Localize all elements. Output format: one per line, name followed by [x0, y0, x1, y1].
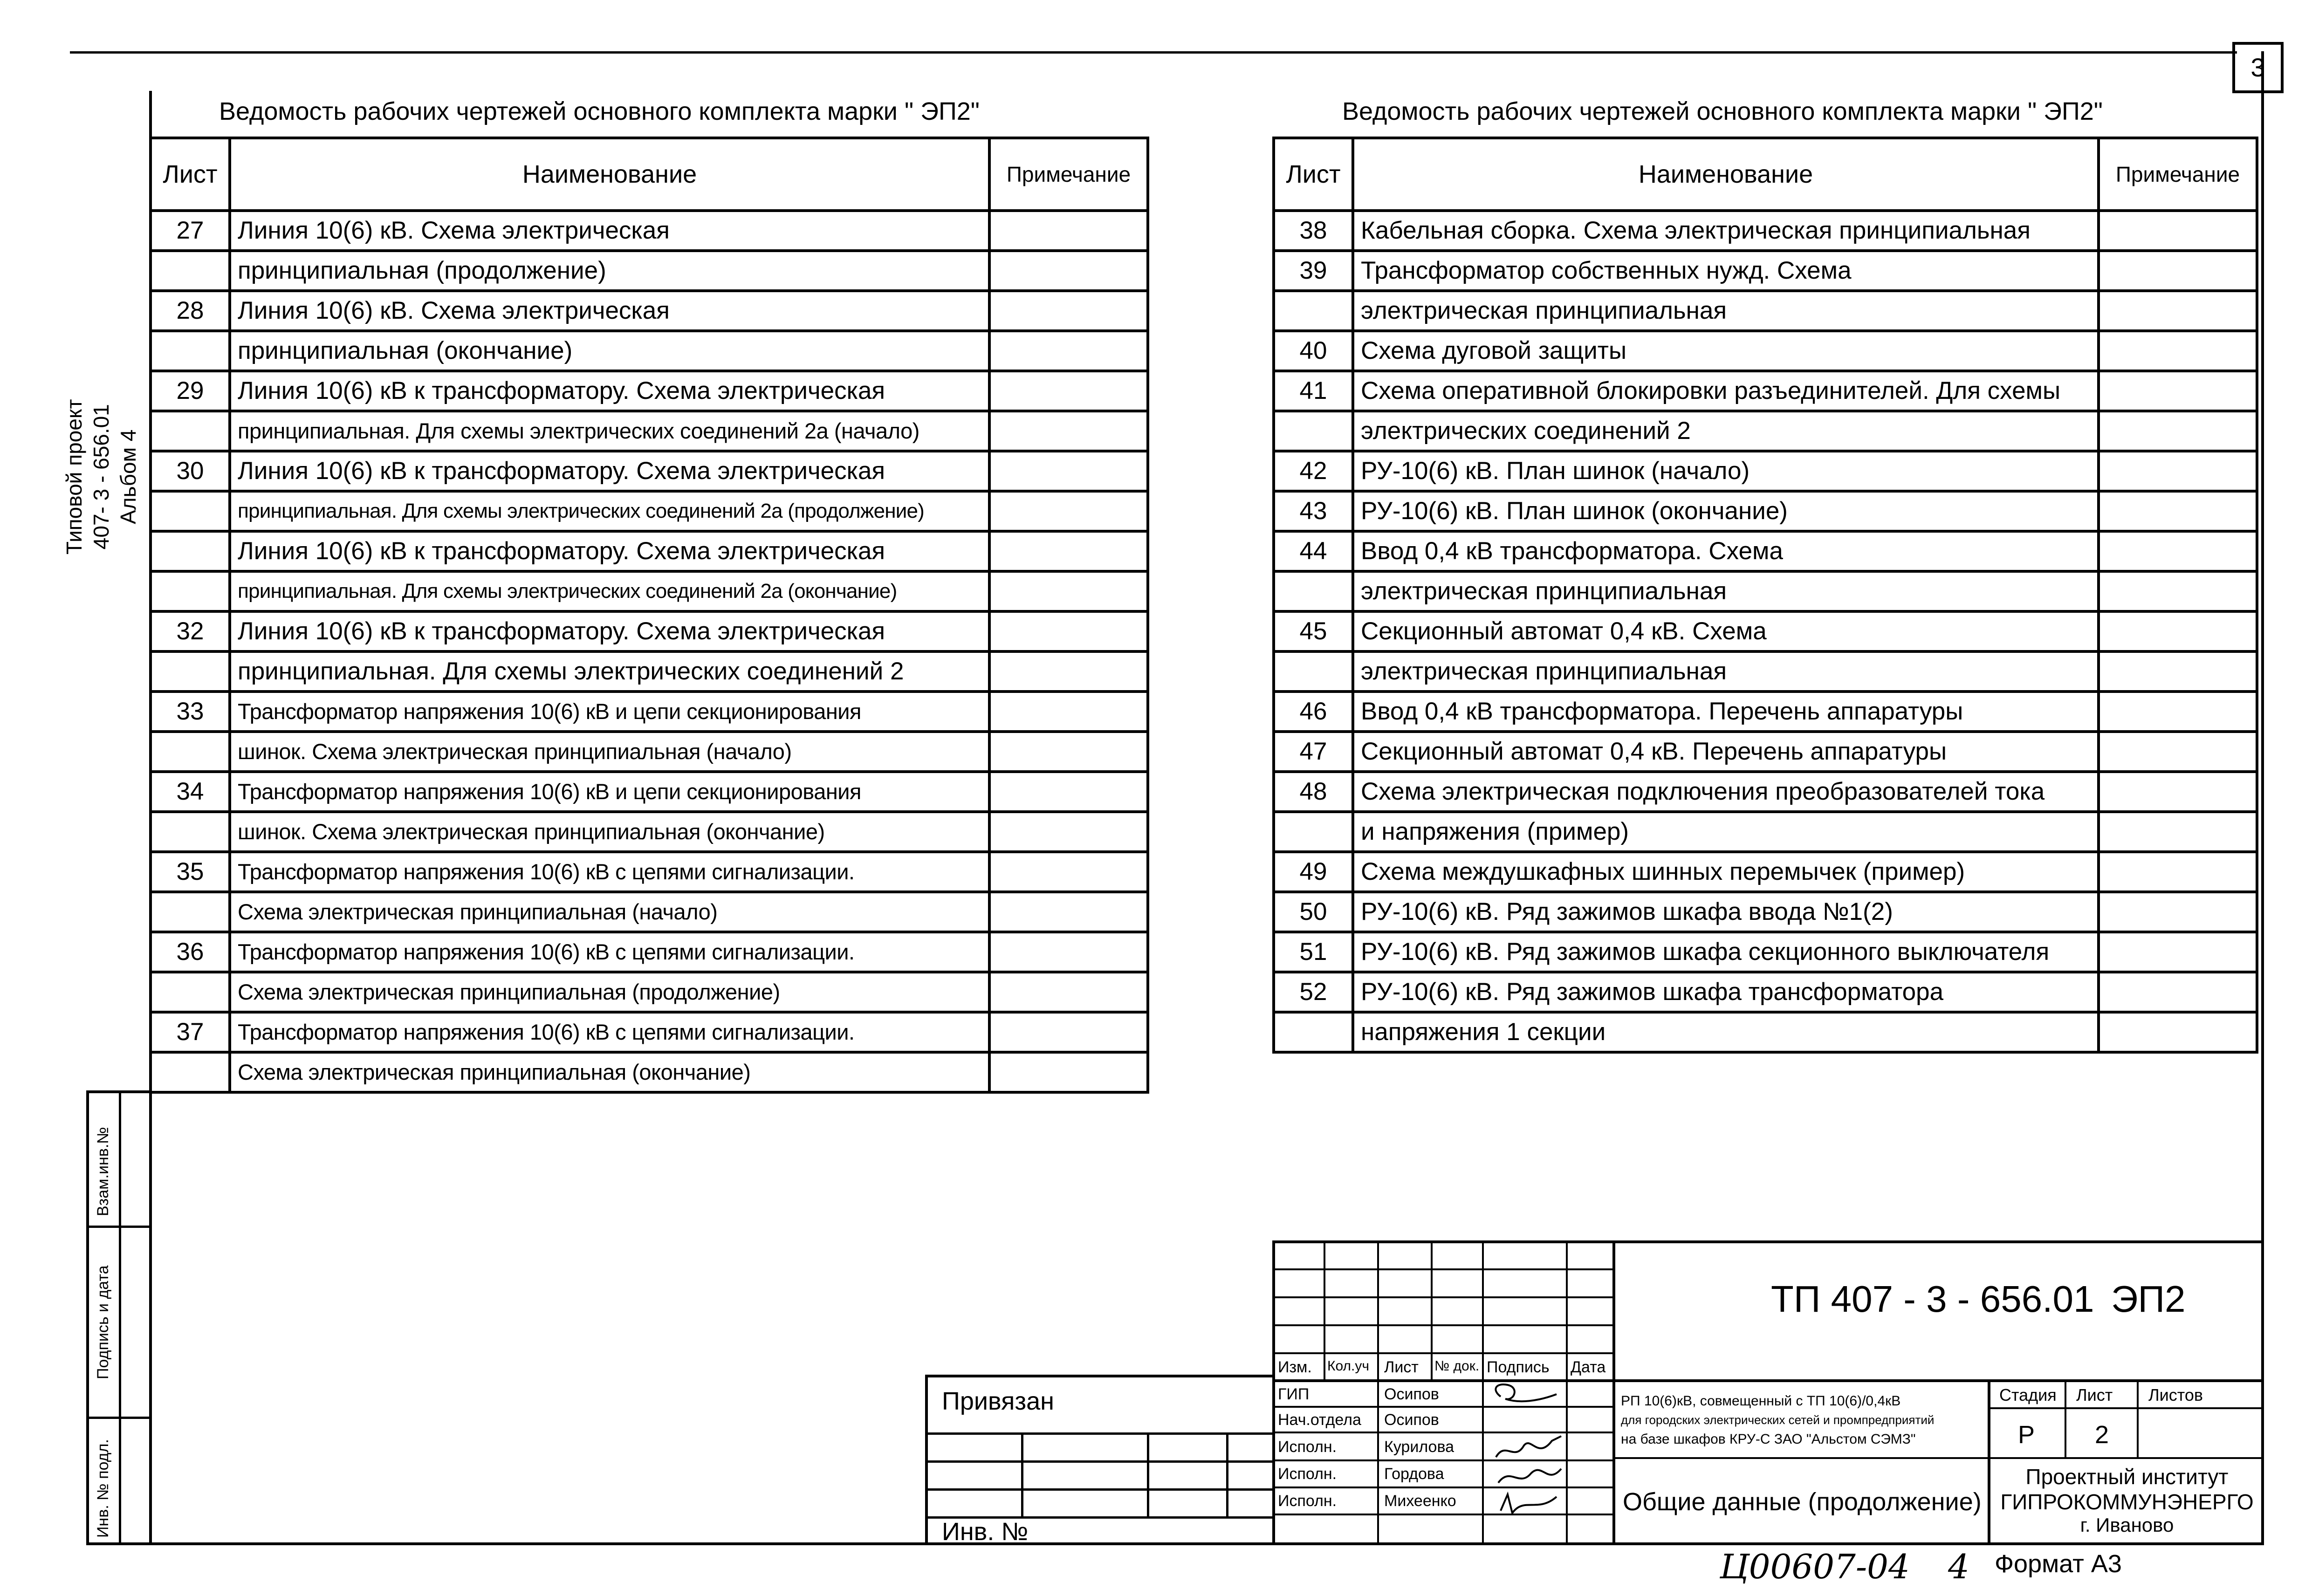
row-name: Трансформатор напряжения 10(6) кВ и цепи секционирования	[230, 692, 989, 732]
row-name: Линия 10(6) кВ к трансформатору. Схема электрическая	[230, 371, 989, 411]
row-name: Ввод 0,4 кВ трансформатора. Схема	[1353, 531, 2099, 571]
col-header-note: Примечание	[989, 138, 1148, 211]
stage-label: Стадия	[1999, 1385, 2057, 1404]
stamp-role-isp1: Исполн.	[1278, 1438, 1337, 1456]
row-name: Схема электрическая принципиальная (продолжение)	[230, 972, 989, 1012]
row-note	[989, 451, 1148, 491]
sheet-value: 2	[2095, 1421, 2109, 1449]
project-desc-2: для городских электрических сетей и промпредприятий	[1621, 1413, 1935, 1427]
row-name: Линия 10(6) кВ к трансформатору. Схема электрическая	[230, 611, 989, 651]
project-desc-3: на базе шкафов КРУ-С ЗАО "Альстом СЭМЗ"	[1621, 1432, 1916, 1447]
side-label-line1: Типовой проект	[62, 399, 86, 555]
sheets-label: Листов	[2148, 1385, 2203, 1404]
row-note	[2099, 571, 2257, 611]
row-name: Трансформатор собственных нужд. Схема	[1353, 251, 2099, 291]
row-note	[989, 972, 1148, 1012]
row-name: принципиальная. Для схемы электрических соединений 2а (окончание)	[230, 571, 989, 611]
row-note	[989, 1052, 1148, 1092]
row-note	[989, 1012, 1148, 1052]
table-row	[1274, 571, 2257, 611]
table-row	[151, 331, 1148, 371]
row-sheet	[1274, 291, 1353, 331]
row-note	[989, 892, 1148, 932]
row-note	[2099, 611, 2257, 651]
table-row	[1274, 251, 2257, 291]
row-name: РУ-10(6) кВ. Ряд зажимов шкафа секционного выключателя	[1353, 932, 2099, 972]
row-name: Линия 10(6) кВ к трансформатору. Схема электрическая	[230, 531, 989, 571]
row-sheet: 28	[151, 291, 230, 331]
table-left	[149, 137, 1149, 1094]
row-note	[2099, 892, 2257, 932]
row-name: Трансформатор напряжения 10(6) кВ с цепями сигнализации.	[230, 1012, 989, 1052]
table-row	[151, 411, 1148, 451]
stamp-label-vzam: Взам.инв.№	[94, 1127, 112, 1216]
row-note	[2099, 932, 2257, 972]
stamp-role-gip: ГИП	[1278, 1385, 1310, 1403]
col-header-name: Наименование	[1353, 138, 2099, 211]
table-row	[1274, 732, 2257, 772]
row-name: Трансформатор напряжения 10(6) кВ с цепями сигнализации.	[230, 852, 989, 892]
row-sheet	[151, 411, 230, 451]
table-row	[151, 611, 1148, 651]
row-sheet: 45	[1274, 611, 1353, 651]
col-header-note: Примечание	[2099, 138, 2257, 211]
doc-code: ТП 407 - 3 - 656.01	[1771, 1278, 2094, 1320]
row-sheet: 47	[1274, 732, 1353, 772]
privyazan-block	[925, 1375, 1272, 1545]
table-row	[151, 772, 1148, 812]
row-sheet: 42	[1274, 451, 1353, 491]
row-note	[989, 692, 1148, 732]
row-sheet	[151, 892, 230, 932]
row-note	[989, 932, 1148, 972]
row-name: РУ-10(6) кВ. План шинок (начало)	[1353, 451, 2099, 491]
row-name: принципиальная. Для схемы электрических соединений 2	[230, 651, 989, 692]
doc-title: Общие данные (продолжение)	[1623, 1488, 1982, 1516]
row-sheet: 29	[151, 371, 230, 411]
table-row	[1274, 852, 2257, 892]
row-sheet: 27	[151, 211, 230, 251]
row-sheet: 35	[151, 852, 230, 892]
row-note	[989, 291, 1148, 331]
row-note	[2099, 972, 2257, 1012]
doc-mark: ЭП2	[2111, 1278, 2186, 1320]
stamp-role-isp3: Исполн.	[1278, 1492, 1337, 1510]
stamp-label-inv: Инв. № подл.	[94, 1439, 112, 1538]
table-row	[1274, 451, 2257, 491]
table-row	[151, 972, 1148, 1012]
table-row	[1274, 491, 2257, 531]
row-note	[2099, 411, 2257, 451]
row-name: шинок. Схема электрическая принципиальная (начало)	[230, 732, 989, 772]
row-sheet: 46	[1274, 692, 1353, 732]
row-name: принципиальная. Для схемы электрических соединений 2а (продолжение)	[230, 491, 989, 531]
row-note	[2099, 251, 2257, 291]
table-row	[151, 371, 1148, 411]
row-sheet: 40	[1274, 331, 1353, 371]
table-row	[151, 1012, 1148, 1052]
table-row	[1274, 972, 2257, 1012]
col-header-sheet: Лист	[151, 138, 230, 211]
stage-value: Р	[2018, 1421, 2035, 1449]
row-sheet	[151, 972, 230, 1012]
table-row	[151, 892, 1148, 932]
row-name: РУ-10(6) кВ. План шинок (окончание)	[1353, 491, 2099, 531]
row-sheet	[151, 251, 230, 291]
table-left-title: Ведомость рабочих чертежей основного комплекта марки " ЭП2"	[219, 97, 980, 125]
handwritten-code: Ц00607-04	[1720, 1547, 1910, 1586]
row-name: принципиальная (окончание)	[230, 331, 989, 371]
row-name: электрическая принципиальная	[1353, 291, 2099, 331]
row-note	[989, 411, 1148, 451]
row-name: электрическая принципиальная	[1353, 571, 2099, 611]
title-block	[1272, 1240, 2264, 1544]
row-note	[989, 251, 1148, 291]
stamp-name-gip: Осипов	[1384, 1385, 1439, 1403]
organization	[1990, 1464, 2264, 1536]
row-name: принципиальная. Для схемы электрических соединений 2а (начало)	[230, 411, 989, 451]
stamp-col-ndok: № док.	[1434, 1358, 1480, 1374]
privyazan-label: Привязан	[942, 1387, 1054, 1415]
row-note	[2099, 331, 2257, 371]
table-row	[151, 692, 1148, 732]
row-sheet: 44	[1274, 531, 1353, 571]
table-row	[1274, 531, 2257, 571]
row-sheet: 41	[1274, 371, 1353, 411]
row-name: электрических соединений 2	[1353, 411, 2099, 451]
row-note	[2099, 812, 2257, 852]
table-row	[1274, 1012, 2257, 1052]
row-sheet	[151, 531, 230, 571]
org-line1: Проектный институт	[2025, 1465, 2229, 1489]
org-line2: ГИПРОКОММУНЭНЕРГО	[2000, 1490, 2254, 1514]
row-sheet	[1274, 411, 1353, 451]
row-sheet	[151, 571, 230, 611]
sheet-number-box	[2232, 42, 2284, 93]
stamp-role-isp2: Исполн.	[1278, 1465, 1337, 1483]
table-row	[151, 812, 1148, 852]
row-note	[989, 732, 1148, 772]
table-row	[151, 571, 1148, 611]
row-sheet	[151, 491, 230, 531]
table-row	[151, 291, 1148, 331]
row-note	[989, 491, 1148, 531]
table-row	[1274, 291, 2257, 331]
table-row	[1274, 371, 2257, 411]
row-note	[989, 772, 1148, 812]
col-header-sheet: Лист	[1274, 138, 1353, 211]
row-note	[989, 371, 1148, 411]
row-note	[989, 611, 1148, 651]
project-desc-1: РП 10(6)кВ, совмещенный с ТП 10(6)/0,4кВ	[1621, 1393, 1901, 1409]
row-note	[2099, 772, 2257, 812]
table-row	[1274, 932, 2257, 972]
row-name: Схема междушкафных шинных перемычек (пример)	[1353, 852, 2099, 892]
table-right-title: Ведомость рабочих чертежей основного комплекта марки " ЭП2"	[1342, 97, 2103, 125]
table-row	[1274, 892, 2257, 932]
stamp-col-podpis: Подпись	[1487, 1358, 1550, 1376]
row-sheet: 51	[1274, 932, 1353, 972]
table-row	[1274, 651, 2257, 692]
org-line3: г. Иваново	[2080, 1514, 2174, 1536]
row-note	[989, 211, 1148, 251]
table-row	[1274, 611, 2257, 651]
row-name: электрическая принципиальная	[1353, 651, 2099, 692]
row-sheet	[1274, 571, 1353, 611]
table-row	[1274, 692, 2257, 732]
row-name: РУ-10(6) кВ. Ряд зажимов шкафа трансформатора	[1353, 972, 2099, 1012]
row-name: Трансформатор напряжения 10(6) кВ с цепями сигнализации.	[230, 932, 989, 972]
row-sheet: 43	[1274, 491, 1353, 531]
row-sheet	[151, 651, 230, 692]
stamp-role-nach: Нач.отдела	[1278, 1411, 1361, 1429]
row-name: Линия 10(6) кВ к трансформатору. Схема электрическая	[230, 451, 989, 491]
table-row	[1274, 812, 2257, 852]
row-name: Схема электрическая подключения преобразователей тока	[1353, 772, 2099, 812]
row-note	[989, 571, 1148, 611]
handwritten-num: 4	[1948, 1547, 1969, 1586]
table-right	[1272, 137, 2258, 1054]
table-row	[1274, 331, 2257, 371]
row-note	[2099, 692, 2257, 732]
row-name: Схема оперативной блокировки разъединителей. Для схемы	[1353, 371, 2099, 411]
row-sheet: 33	[151, 692, 230, 732]
side-label-line2: 407- 3 - 656.01	[89, 404, 113, 550]
stamp-col-izm: Изм.	[1278, 1358, 1312, 1376]
table-row	[151, 1052, 1148, 1092]
row-note	[2099, 732, 2257, 772]
row-sheet	[151, 812, 230, 852]
row-note	[2099, 211, 2257, 251]
row-name: Ввод 0,4 кВ трансформатора. Перечень аппаратуры	[1353, 692, 2099, 732]
table-row	[151, 251, 1148, 291]
row-note	[2099, 651, 2257, 692]
row-sheet	[1274, 651, 1353, 692]
format-label: Формат А3	[1995, 1550, 2122, 1578]
row-note	[2099, 531, 2257, 571]
row-note	[989, 331, 1148, 371]
table-row	[151, 211, 1148, 251]
row-note	[2099, 371, 2257, 411]
row-sheet: 37	[151, 1012, 230, 1052]
table-row	[1274, 211, 2257, 251]
row-sheet: 30	[151, 451, 230, 491]
row-name: Схема дуговой защиты	[1353, 331, 2099, 371]
row-name: шинок. Схема электрическая принципиальная (окончание)	[230, 812, 989, 852]
row-note	[2099, 451, 2257, 491]
row-name: Схема электрическая принципиальная (окончание)	[230, 1052, 989, 1092]
row-name: Схема электрическая принципиальная (начало)	[230, 892, 989, 932]
row-name: РУ-10(6) кВ. Ряд зажимов шкафа ввода №1(2)	[1353, 892, 2099, 932]
row-sheet	[151, 732, 230, 772]
sheet-number: 3	[2250, 53, 2265, 82]
stamp-name-nach: Осипов	[1384, 1411, 1439, 1429]
stamp-name-isp1: Курилова	[1384, 1438, 1454, 1456]
row-note	[989, 812, 1148, 852]
row-note	[989, 651, 1148, 692]
row-sheet: 36	[151, 932, 230, 972]
table-row	[151, 451, 1148, 491]
row-name: Линия 10(6) кВ. Схема электрическая	[230, 211, 989, 251]
row-sheet	[1274, 1012, 1353, 1052]
table-row	[151, 531, 1148, 571]
table-row	[151, 732, 1148, 772]
top-border-line	[70, 51, 2237, 54]
table-row	[1274, 411, 2257, 451]
table-row	[151, 651, 1148, 692]
row-note	[989, 852, 1148, 892]
row-name: Секционный автомат 0,4 кВ. Схема	[1353, 611, 2099, 651]
row-name: Секционный автомат 0,4 кВ. Перечень аппаратуры	[1353, 732, 2099, 772]
table-row	[151, 932, 1148, 972]
sheet-label: Лист	[2076, 1385, 2113, 1404]
row-sheet: 32	[151, 611, 230, 651]
table-row	[151, 852, 1148, 892]
row-note	[2099, 1012, 2257, 1052]
stamp-name-isp3: Михеенко	[1384, 1492, 1456, 1510]
row-sheet: 39	[1274, 251, 1353, 291]
row-name: напряжения 1 секции	[1353, 1012, 2099, 1052]
row-note	[989, 531, 1148, 571]
table-row	[151, 491, 1148, 531]
row-note	[2099, 291, 2257, 331]
signature-scribbles	[1487, 1380, 1566, 1543]
row-sheet	[151, 331, 230, 371]
row-sheet: 48	[1274, 772, 1353, 812]
stamp-col-koluch: Кол.уч	[1327, 1358, 1369, 1374]
stamp-name-isp2: Гордова	[1384, 1465, 1444, 1483]
inv-no-label: Инв. №	[942, 1518, 1029, 1546]
table-row	[1274, 772, 2257, 812]
row-sheet: 34	[151, 772, 230, 812]
row-sheet	[151, 1052, 230, 1092]
row-name: принципиальная (продолжение)	[230, 251, 989, 291]
row-sheet: 38	[1274, 211, 1353, 251]
row-sheet: 49	[1274, 852, 1353, 892]
row-name: Линия 10(6) кВ. Схема электрическая	[230, 291, 989, 331]
side-label-line3: Альбом 4	[116, 429, 140, 524]
stamp-col-list: Лист	[1384, 1358, 1419, 1376]
side-label	[61, 399, 142, 555]
stamp-col-data: Дата	[1571, 1358, 1606, 1376]
row-name: и напряжения (пример)	[1353, 812, 2099, 852]
row-sheet	[1274, 812, 1353, 852]
row-sheet: 52	[1274, 972, 1353, 1012]
row-name: Трансформатор напряжения 10(6) кВ и цепи секционирования	[230, 772, 989, 812]
row-sheet: 50	[1274, 892, 1353, 932]
row-name: Кабельная сборка. Схема электрическая принципиальная	[1353, 211, 2099, 251]
row-note	[2099, 852, 2257, 892]
row-note	[2099, 491, 2257, 531]
col-header-name: Наименование	[230, 138, 989, 211]
stamp-label-podpis: Подпись и дата	[94, 1265, 112, 1379]
